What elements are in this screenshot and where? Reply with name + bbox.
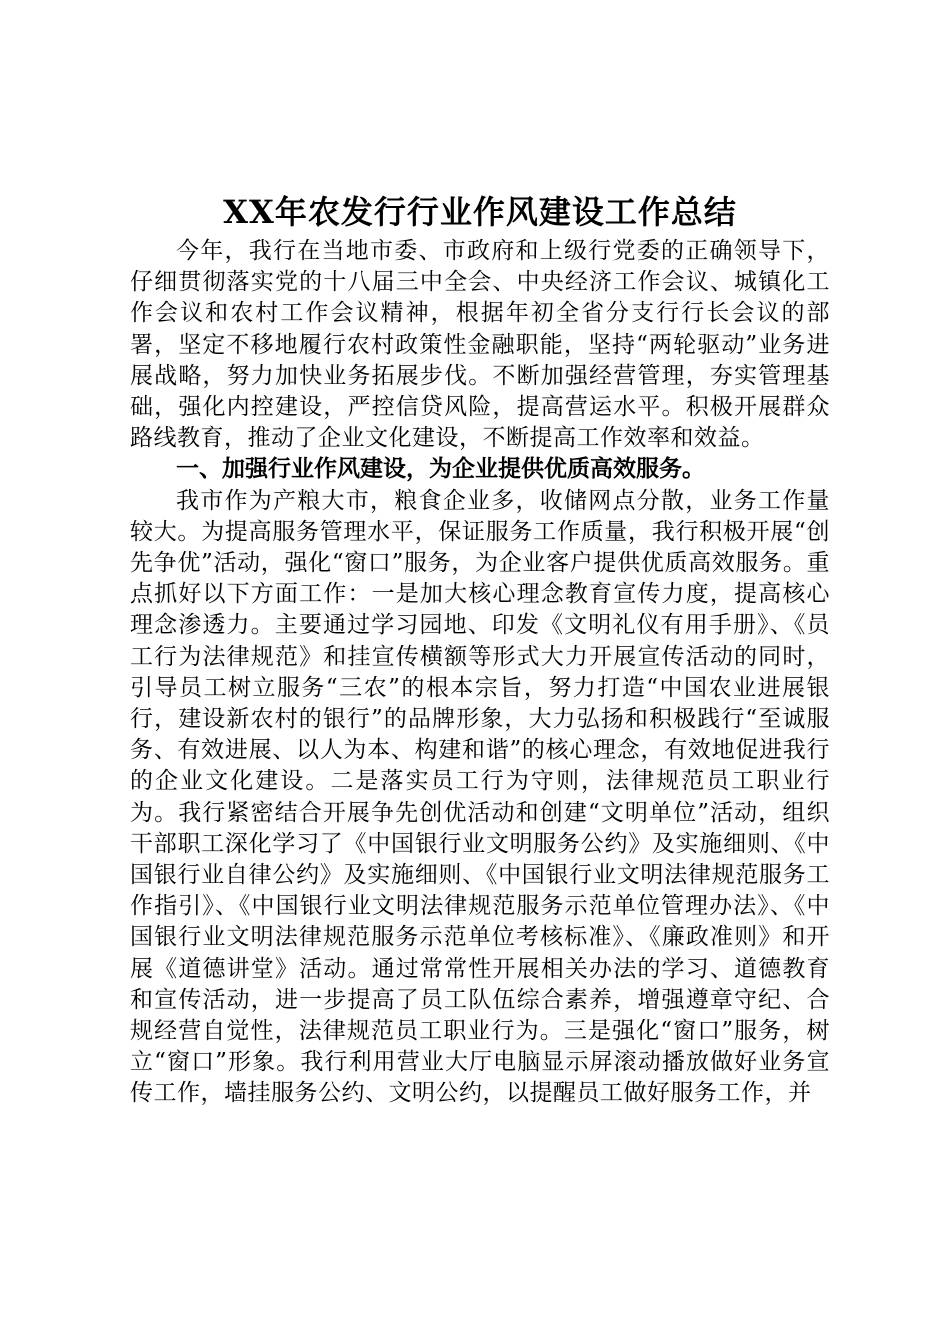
- section-heading: 一、加强行业作风建设，为企业提供优质高效服务。: [176, 456, 705, 483]
- section-paragraph: 我市作为产粮大市，粮食企业多，收储网点分散，业务工作量较大。为提高服务管理水平，保证服务工作质量，我行积极开展“创先争优”活动，强化“窗口”服务，为企业客户提供优质高效服务。重点抓好以下方面工作：一是加大核心理念教育宣传力度，提高核心理念渗透力。主要通过学习园地、印发《文明礼仪有用手册》、《员工行为法律规范》和挂宣传横额等形式大力开展宣传活动的同时，引导员工树立服务“三农”的根本宗旨，努力打造“中国农业进展银行，建设新农村的银行”的品牌形象，大力弘扬和积极践行“至诚服务、有效进展、以人为本、构建和谐”的核心理念，有效地促进我行的企业文化建设。二是落实员工行为守则，法律规范员工职业行为。我行紧密结合开展争先创优活动和创建“文明单位”活动，组织干部职工深化学习了《中国银行业文明服务公约》及实施细则、《中国银行业自律公约》及实施细则、《中国银行业文明法律规范服务工作指引》、《中国银行业文明法律规范服务示范单位管理办法》、《中国银行业文明法律规范服务示范单位考核标准》、《廉政准则》和开展《道德讲堂》活动。通过常常性开展相关办法的学习、道德教育和宣传活动，进一步提高了员工队伍综合素养，增强遵章守纪、合规经营自觉性，法律规范员工职业行为。三是强化“窗口”服务，树立“窗口”形象。我行利用营业大厅电脑显示屏滚动播放做好业务宣传工作，墙挂服务公约、文明公约，以提醒员工做好服务工作，并: [130, 487, 830, 1107]
- document-page: [130, 188, 830, 1110]
- document-title: XX年农发行行业作风建设工作总结: [223, 193, 737, 231]
- intro-paragraph: 今年，我行在当地市委、市政府和上级行党委的正确领导下，仔细贯彻落实党的十八届三中全会、中央经济工作会议、城镇化工作会议和农村工作会议精神，根据年初全省分支行行长会议的部署，坚定不移地履行农村政策性金融职能，坚持“两轮驱动”业务进展战略，努力加快业务拓展步伐。不断加强经营管理，夯实管理基础，强化内控建设，严控信贷风险，提高营运水平。积极开展群众路线教育，推动了企业文化建设，不断提高工作效率和效益。: [130, 238, 830, 452]
